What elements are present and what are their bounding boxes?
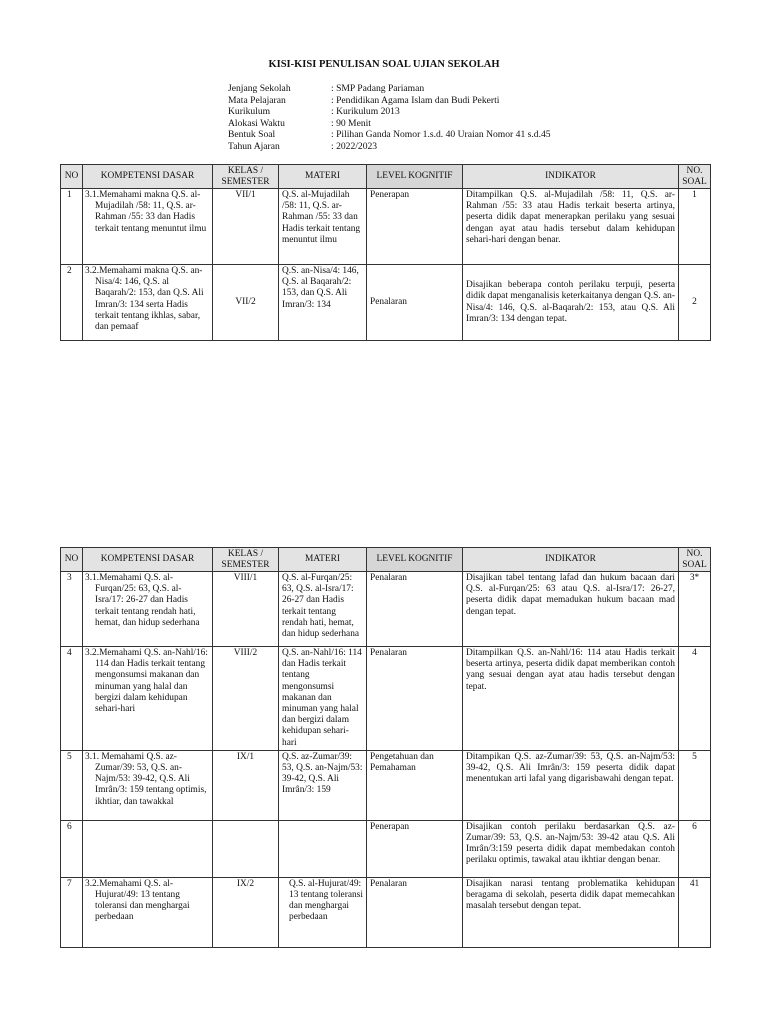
- cell-materi: Q.S. an-Nahl/16: 114 dan Hadis terkait tentang mengonsumsi makanan dan minuman yang halal dan bergizi dalam kehidupan sehari-hari: [279, 647, 367, 751]
- cell-indikator: Ditampilkan Q.S. an-Nahl/16: 114 atau Hadis terkait beserta artinya, peserta didik dapat memberikan contoh yang sesuai dengan ayat atau hadis tersebut dengan tepat.: [463, 647, 679, 751]
- cell-level: Penalaran: [367, 877, 463, 947]
- cell-indikator: Disajikan beberapa contoh perilaku terpuji, peserta didik dapat menganalisis keterkaitanya dengan Q.S. an-Nisa/4: 146, Q.S. al-Baqarah/2: 153, atau Q.S. Ali Imran/3: 134 dengan tepat.: [463, 265, 679, 341]
- meta-value: : SMP Padang Pariaman: [331, 83, 425, 94]
- cell-no: 2: [61, 265, 83, 341]
- header-no: NO: [61, 548, 83, 572]
- cell-indikator: Disajikan tabel tentang lafad dan hukum bacaan dari Q.S. al-Furqan/25: 63 atau Q.S. al-Isra/17: 26-27, peserta didik dapat memadukan hukum bacaan mad dengan tepat.: [463, 572, 679, 647]
- meta-value: : Pendidikan Agama Islam dan Budi Pekerti: [331, 94, 500, 106]
- cell-indikator: Disajikan contoh perilaku berdasarkan Q.S. az-Zumar/39: 53, Q.S. an-Najm/53: 39-42 atau Q.S. Ali Imrân/3:159 peserta didik dapat membedakan contoh perilaku optimis, tawakal atau ikhtiar dengan benar.: [463, 820, 679, 877]
- table-row: [61, 572, 711, 647]
- cell-materi: Q.S. az-Zumar/39: 53, Q.S. an-Najm/53: 39-42, Q.S. Ali Imrân/3: 159: [279, 750, 367, 820]
- header-indikator: INDIKATOR: [463, 165, 679, 189]
- header-kompetensi-dasar: KOMPETENSI DASAR: [83, 165, 213, 189]
- meta-row-jenjang: [228, 83, 551, 95]
- meta-label: Alokasi Waktu: [228, 117, 285, 129]
- kisi-table-2: [60, 547, 711, 948]
- header-level-kognitif: LEVEL KOGNITIF: [367, 548, 463, 572]
- meta-row-tahun: [228, 141, 551, 153]
- cell-level: Penerapan: [367, 189, 463, 265]
- header-materi: MATERI: [279, 165, 367, 189]
- table-row: [61, 877, 711, 947]
- cell-no-soal: 5: [679, 750, 711, 820]
- cell-no: 5: [61, 750, 83, 820]
- meta-value: : Kurikulum 2013: [331, 106, 400, 118]
- kisi-table-1: [60, 164, 711, 341]
- kd-text: 3.1.Memahami Q.S. al-Furqan/25: 63, Q.S. al-Isra/17: 26-27 dan Hadis terkait tentang rendah hati, hemat, dan hidup sederhana: [85, 573, 200, 628]
- table-row: [61, 647, 711, 751]
- meta-label: Kurikulum: [228, 106, 271, 118]
- table-row: [61, 265, 711, 341]
- cell-level: Penalaran: [367, 265, 463, 341]
- table-header-row: [61, 165, 711, 189]
- document-meta: [228, 83, 551, 153]
- kd-text: 3.2.Memahami makna Q.S. an-Nisa/4: 146, Q.S. al Baqarah/2: 153, dan Q.S. Ali Imran/3: 134 serta Hadis terkait tentang ikhlas, sabar, dan pemaaf: [85, 266, 204, 333]
- kd-text: 3.1.Memahami makna Q.S. al-Mujadilah /58: 11, Q.S. ar-Rahman /55: 33 dan Hadis terkait tentang menuntut ilmu: [85, 190, 207, 234]
- cell-kompetensi-dasar: [83, 877, 213, 947]
- cell-kompetensi-dasar: [83, 189, 213, 265]
- cell-kelas: VII/1: [213, 189, 279, 265]
- cell-indikator: Disajikan narasi tentang problematika kehidupan beragama di sekolah, peserta didik dapat memecahkan masalah tersebut dengan tepat.: [463, 877, 679, 947]
- cell-materi: Q.S. al-Furqan/25: 63, Q.S. al-Isra/17: 26-27 dan Hadis terkait tentang rendah hati, hemat, dan hidup sederhana: [279, 572, 367, 647]
- header-kompetensi-dasar: KOMPETENSI DASAR: [83, 548, 213, 572]
- kd-text: 3.1. Memahami Q.S. az-Zumar/39: 53, Q.S. an-Najm/53: 39-42, Q.S. Ali Imrân/3: 159 tentang optimis, ikhtiar, dan tawakkal: [85, 751, 207, 807]
- meta-value: : 90 Menit: [331, 117, 371, 129]
- cell-materi: Q.S. an-Nisa/4: 146, Q.S. al Baqarah/2: 153, dan Q.S. Ali Imran/3: 134: [279, 265, 367, 341]
- cell-no-soal: 1: [679, 189, 711, 265]
- cell-kelas: IX/1: [213, 750, 279, 820]
- cell-kompetensi-dasar: [83, 750, 213, 820]
- cell-kelas: VIII/2: [213, 647, 279, 751]
- table-row: [61, 820, 711, 877]
- meta-row-mapel: [228, 95, 551, 107]
- cell-kelas: IX/2: [213, 877, 279, 947]
- cell-no: 7: [61, 877, 83, 947]
- header-materi: MATERI: [279, 548, 367, 572]
- meta-value: : Pilihan Ganda Nomor 1.s.d. 40 Uraian Nomor 41 s.d.45: [331, 129, 551, 141]
- cell-no-soal: 41: [679, 877, 711, 947]
- header-indikator: INDIKATOR: [463, 548, 679, 572]
- cell-no-soal: 6: [679, 820, 711, 877]
- header-no-soal: NO. SOAL: [679, 548, 711, 572]
- header-no: NO: [61, 165, 83, 189]
- meta-label: Jenjang Sekolah: [228, 83, 291, 94]
- cell-no: 3: [61, 572, 83, 647]
- cell-level: Penalaran: [367, 572, 463, 647]
- meta-label: Bentuk Soal: [228, 129, 276, 141]
- table-header-row: [61, 548, 711, 572]
- cell-kelas: VIII/1: [213, 572, 279, 647]
- cell-no: 6: [61, 820, 83, 877]
- table-row: [61, 750, 711, 820]
- cell-level: Pengetahuan dan Pemahaman: [367, 750, 463, 820]
- cell-no-soal: 4: [679, 647, 711, 751]
- header-no-soal: NO. SOAL: [679, 165, 711, 189]
- cell-kompetensi-dasar: [83, 265, 213, 341]
- header-kelas-semester: KELAS / SEMESTER: [213, 165, 279, 189]
- header-kelas-semester: KELAS / SEMESTER: [213, 548, 279, 572]
- cell-materi: Q.S. al-Hujurat/49: 13 tentang toleransi dan menghargai perbedaan: [279, 877, 367, 947]
- kd-text: 3.2.Memahami Q.S. al-Hujurat/49: 13 tentang toleransi dan menghargai perbedaan: [85, 878, 190, 923]
- cell-indikator: Ditampilkan Q.S. al-Mujadilah /58: 11, Q.S. ar-Rahman /55: 33 atau Hadis terkait beserta artinya, peserta didik dapat menerapkan perilaku yang sesuai dengan ayat atau hadis tersebut dalam kehidupan sehari-hari dengan benar.: [463, 189, 679, 265]
- header-level-kognitif: LEVEL KOGNITIF: [367, 165, 463, 189]
- cell-level: Penerapan: [367, 820, 463, 877]
- meta-value: : 2022/2023: [331, 140, 378, 152]
- cell-kompetensi-dasar: [83, 820, 213, 877]
- meta-row-bentuk: [228, 129, 551, 141]
- table-row: [61, 189, 711, 265]
- cell-indikator: Ditampikan Q.S. az-Zumar/39: 53, Q.S. an-Najm/53: 39-42, Q.S. Ali Imrân/3: 159 peserta didik dapat menentukan arti lafal yang digarisbawahi dengan tepat.: [463, 750, 679, 820]
- cell-kelas: [213, 820, 279, 877]
- cell-no-soal: 3*: [679, 572, 711, 647]
- cell-no: 4: [61, 647, 83, 751]
- page-title: KISI-KISI PENULISAN SOAL UJIAN SEKOLAH: [268, 59, 500, 70]
- kd-text: 3.2.Memahami Q.S. an-Nahl/16: 114 dan Hadis terkait tentang mengonsumsi makanan dan minuman yang halal dan bergizi dalam kehidupan sehari-hari: [85, 648, 208, 715]
- cell-materi: Q.S. al-Mujadilah /58: 11, Q.S. ar-Rahman /55: 33 dan Hadis terkait tentang menuntut ilmu: [279, 189, 367, 265]
- cell-materi: [279, 820, 367, 877]
- meta-label: Mata Pelajaran: [228, 94, 286, 106]
- meta-label: Tahun Ajaran: [228, 140, 280, 152]
- meta-row-kurikulum: [228, 106, 551, 118]
- cell-kompetensi-dasar: [83, 647, 213, 751]
- cell-no: 1: [61, 189, 83, 265]
- cell-no-soal: 2: [679, 265, 711, 341]
- cell-kompetensi-dasar: [83, 572, 213, 647]
- meta-row-alokasi: [228, 118, 551, 130]
- cell-level: Penalaran: [367, 647, 463, 751]
- cell-kelas: VII/2: [213, 265, 279, 341]
